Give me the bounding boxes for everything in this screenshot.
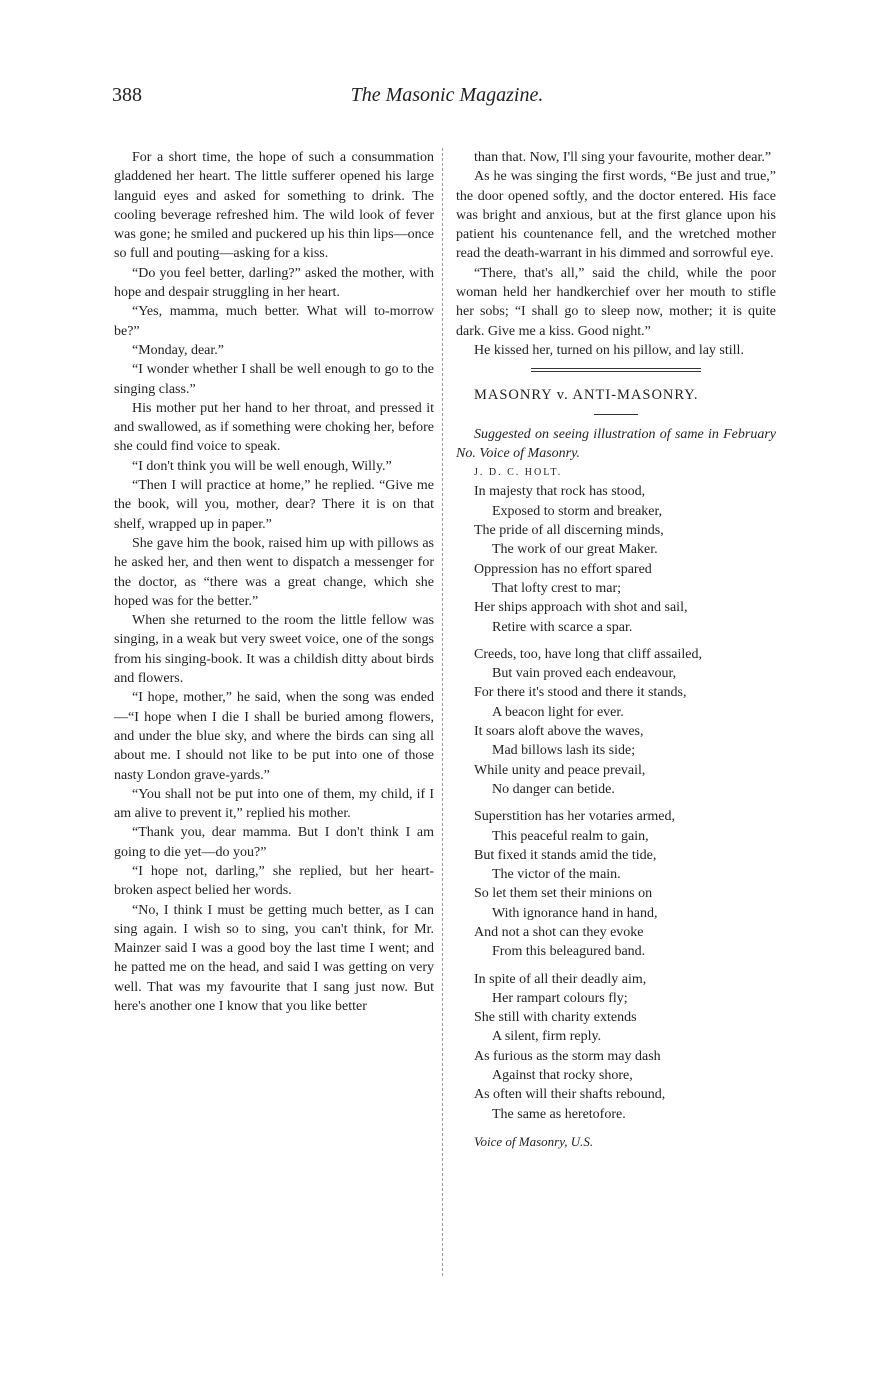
verse-line: This peaceful realm to gain, <box>492 828 649 844</box>
verse-line: The pride of all discerning minds, <box>474 523 664 539</box>
verse-line: Oppression has no effort spared <box>474 561 652 577</box>
paragraph: “I wonder whether I shall be well enough to go to the singing class.” <box>114 362 434 397</box>
verse-line: No danger can betide. <box>492 781 615 797</box>
stanza <box>456 645 776 799</box>
verse-line: But fixed it stands amid the tide, <box>474 847 657 863</box>
verse-line: From this beleagured band. <box>492 944 646 960</box>
verse-line: While unity and peace prevail, <box>474 762 646 778</box>
verse-line: So let them set their minions on <box>474 886 653 902</box>
verse-line: Her rampart colours fly; <box>492 990 628 1006</box>
paragraph: than that. Now, I'll sing your favourite, mother dear.” <box>474 150 772 165</box>
stanza <box>456 807 776 961</box>
paragraph: “You shall not be put into one of them, my child, if I am alive to prevent it,” replied his mother. <box>114 786 434 822</box>
paragraph: “There, that's all,” said the child, while the poor woman held her handkerchief over her mouth to stifle her sobs; “I shall go to sleep now, mother; it is quite dark. Give me a kiss. Good night.” <box>456 265 776 339</box>
page-header <box>112 84 782 124</box>
poem-credit: Voice of Masonry, U.S. <box>474 1133 594 1149</box>
paragraph: “Yes, mamma, much better. What will to-morrow be?” <box>114 304 434 339</box>
verse-line: Against that rocky shore, <box>492 1068 633 1084</box>
stanza <box>456 970 776 1124</box>
paragraph: “Monday, dear.” <box>132 342 224 358</box>
column-divider <box>442 148 443 1276</box>
verse-line: As furious as the storm may dash <box>474 1048 661 1064</box>
verse-line: And not a shot can they evoke <box>474 924 644 940</box>
poem-title: MASONRY v. ANTI-MASONRY. <box>474 387 699 404</box>
verse-line: Her ships approach with shot and sail, <box>474 600 688 616</box>
verse-line: A beacon light for ever. <box>492 704 624 720</box>
verse-line: That lofty crest to mar; <box>492 580 622 596</box>
paragraph: “I hope not, darling,” she replied, but her heart-broken aspect belied her words. <box>114 863 434 899</box>
paragraph: “I don't think you will be well enough, Willy.” <box>132 458 392 474</box>
stanza <box>456 482 776 636</box>
paragraph: She gave him the book, raised him up with pillows as he asked her, and then went to dispatch a messenger for the doctor, as “there was a great change, which she hoped was for the better.” <box>114 535 434 609</box>
verse-line: With ignorance hand in hand, <box>492 905 658 921</box>
verse-line: In spite of all their deadly aim, <box>474 971 647 987</box>
verse-line: It soars aloft above the waves, <box>474 724 644 740</box>
verse-line: She still with charity extends <box>474 1010 637 1026</box>
verse-line: The victor of the main. <box>492 867 621 883</box>
poem-subtitle: Suggested on seeing illustration of same in February No. Voice of Masonry. <box>456 426 776 461</box>
paragraph: “I hope, mother,” he said, when the song was ended—“I hope when I die I shall be buried among flowers, and under the blue sky, and where the birds can sing all about me. I should not like to be put into one of those nasty London grave-yards.” <box>114 690 434 783</box>
page-number: 388 <box>112 84 142 106</box>
verse-line: But vain proved each endeavour, <box>492 666 677 682</box>
verse-line: Superstition has her votaries armed, <box>474 809 676 825</box>
verse-line: As often will their shafts rebound, <box>474 1087 666 1103</box>
page-title: The Masonic Magazine. <box>350 84 544 106</box>
paragraph: When she returned to the room the little fellow was singing, in a weak but very sweet voice, one of the songs from his singing-book. It was a childish ditty about birds and flowers. <box>114 613 434 687</box>
paragraph: He kissed her, turned on his pillow, and lay still. <box>474 342 744 358</box>
paragraph: “No, I think I must be getting much better, as I can sing again. I wish so to sing, you can't think, for Mr. Mainzer said I was a good boy the last time I went; and he patted me on the head, and said I was getting on very well. That was my favourite that I sang just now. But here's another one I know that you like better <box>114 902 434 1015</box>
poem-author: J. D. C. HOLT. <box>474 467 563 479</box>
paragraph: “Thank you, dear mamma. But I don't think I am going to die yet—do you?” <box>114 825 434 860</box>
verse-line: A silent, firm reply. <box>492 1029 602 1045</box>
verse-line: For there it's stood and there it stands, <box>474 685 687 701</box>
verse-line: Mad billows lash its side; <box>492 743 636 759</box>
verse-line: Creeds, too, have long that cliff assailed, <box>474 646 702 662</box>
title-underline <box>594 414 638 415</box>
verse-line: The same as heretofore. <box>492 1106 626 1122</box>
verse-line: In majesty that rock has stood, <box>474 484 646 500</box>
verse-line: Retire with scarce a spar. <box>492 619 633 635</box>
right-column <box>456 148 776 1151</box>
paragraph: “Then I will practice at home,” he replied. “Give me the book, will you, mother, dear? There it is on that shelf, wrapped up in paper.” <box>114 478 434 532</box>
section-rule <box>531 368 701 372</box>
paragraph: His mother put her hand to her throat, and pressed it and swallowed, as if something were choking her, before she could find voice to speak. <box>114 400 434 455</box>
left-column <box>114 148 434 1016</box>
verse-line: The work of our great Maker. <box>492 542 658 558</box>
paragraph: For a short time, the hope of such a consummation gladdened her heart. The little sufferer opened his large languid eyes and asked for something to drink. The cooling beverage refreshed him. The wild look of fever was gone; he smiled and puckered up his thin lips—once so full and pouting—asking for a kiss. <box>114 150 434 262</box>
paragraph: “Do you feel better, darling?” asked the mother, with hope and despair struggling in her heart. <box>114 265 434 301</box>
paragraph: As he was singing the first words, “Be just and true,” the door opened softly, and the doctor entered. His face was bright and anxious, but at the first glance upon his patient his countenance fell, and the wretched mother read the death-warrant in his dimmed and sorrowful eye. <box>456 169 776 262</box>
verse-line: Exposed to storm and breaker, <box>492 503 663 519</box>
